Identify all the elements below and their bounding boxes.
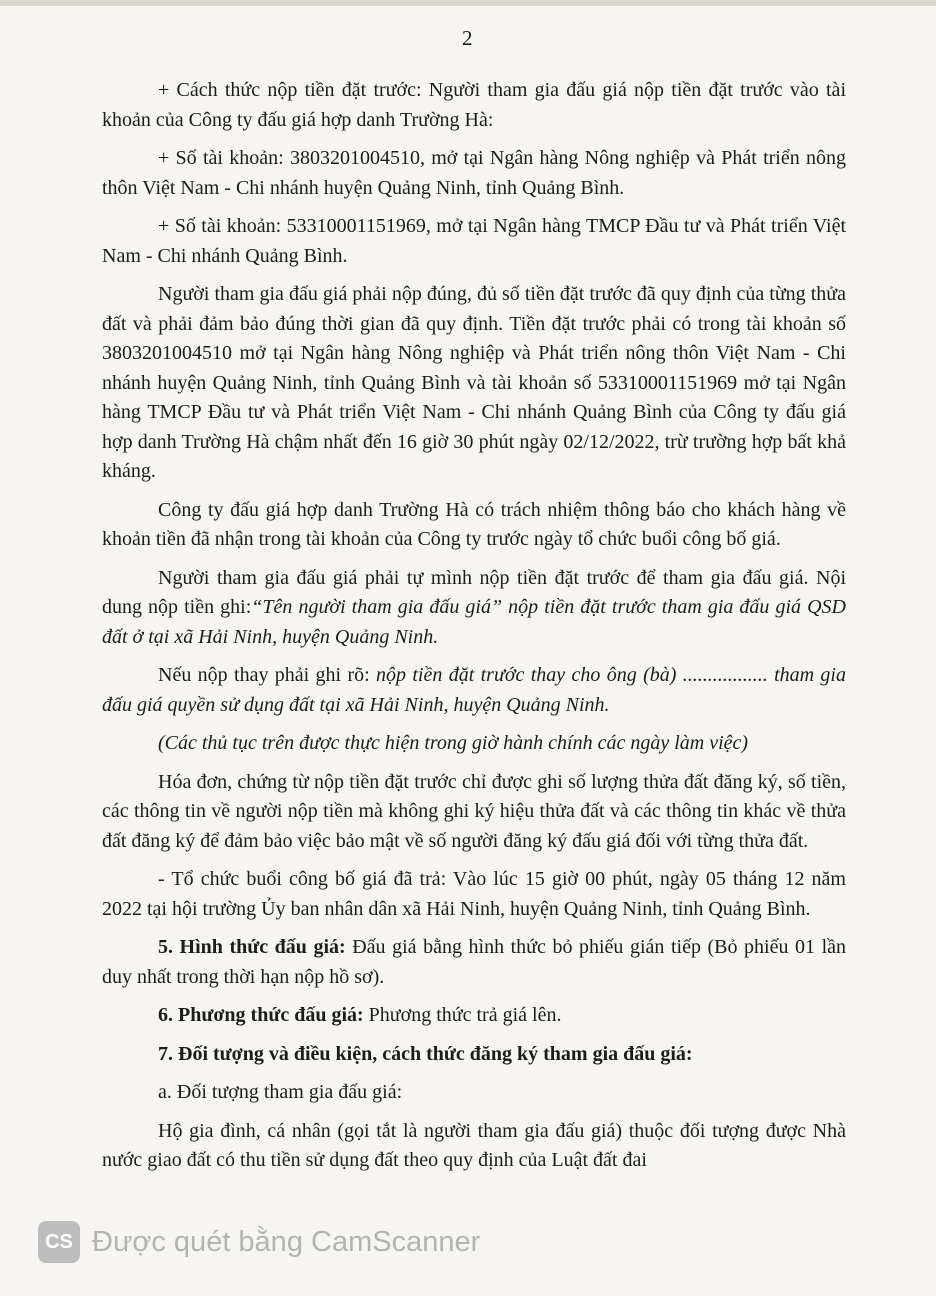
payment-method-paragraph: + Cách thức nộp tiền đặt trước: Người tham gia đấu giá nộp tiền đặt trước vào tài khoản của Công ty đấu giá hợp danh Trường Hà: (102, 79, 846, 131)
section-6-text: Phương thức trả giá lên. (363, 1004, 562, 1026)
camscanner-watermark (38, 1219, 480, 1265)
account-2-paragraph: + Số tài khoản: 53310001151969, mở tại Ngân hàng TMCP Đầu tư và Phát triển Việt Nam - Chi nhánh Quảng Bình. (102, 215, 846, 267)
announcement-paragraph: - Tổ chức buổi công bố giá đã trả: Vào lúc 15 giờ 00 phút, ngày 05 tháng 12 năm 2022 tại hội trường Ủy ban nhân dân xã Hải Ninh, huyện Quảng Ninh, tỉnh Quảng Bình. (102, 868, 846, 920)
payment-content-italic: “Tên người tham gia đấu giá” nộp tiền đặt trước tham gia đấu giá QSD đất ở tại xã Hải Ninh, huyện Quảng Ninh. (102, 596, 847, 648)
invoice-paragraph: Hóa đơn, chứng từ nộp tiền đặt trước chỉ được ghi số lượng thửa đất đăng ký, số tiền, các thông tin về người nộp tiền mà không ghi ký hiệu thửa đất và các thông tin khác về thửa đất đăng ký để đảm bảo việc bảo mật về số người đăng ký đấu giá đối với từng thửa đất. (102, 770, 846, 852)
working-hours-italic: (Các thủ tục trên được thực hiện trong giờ hành chính các ngày làm việc) (158, 732, 749, 754)
page-number: 2 (462, 26, 473, 50)
deposit-requirement-paragraph: Người tham gia đấu giá phải nộp đúng, đủ số tiền đặt trước đã quy định của từng thửa đất và phải đảm bảo đúng thời gian đã quy định. Tiền đặt trước phải có trong tài khoản số 3803201004510 mở tại Ngân hàng Nông nghiệp và Phát triển nông thôn Việt Nam - Chi nhánh huyện Quảng Ninh, tỉnh Quảng Bình và tài khoản số 53310001151969 mở tại Ngân hàng TMCP Đầu tư và Phát triển Việt Nam - Chi nhánh Quảng Bình của Công ty đấu giá hợp danh Trường Hà chậm nhất đến 16 giờ 30 phút ngày 02/12/2022, trừ trường hợp bất khả kháng. (102, 283, 846, 482)
notification-paragraph: Công ty đấu giá hợp danh Trường Hà có trách nhiệm thông báo cho khách hàng về khoản tiền đã nhận trong tài khoản của Công ty trước ngày tổ chức buổi công bố giá. (102, 498, 846, 550)
working-hours-note (102, 729, 846, 759)
section-7-heading: 7. Đối tượng và điều kiện, cách thức đăng ký tham gia đấu giá: (158, 1042, 693, 1065)
section-7a-paragraph: a. Đối tượng tham gia đấu giá: (158, 1081, 403, 1103)
camscanner-logo-icon: CS (38, 1221, 80, 1263)
section-6-paragraph (102, 1001, 846, 1031)
proxy-payment-normal: Nếu nộp thay phải ghi rõ: (158, 664, 377, 686)
section-5-paragraph (102, 933, 846, 992)
payment-content-paragraph (102, 564, 846, 653)
page-top-edge (0, 0, 936, 6)
section-6-heading: 6. Phương thức đấu giá: (158, 1004, 364, 1026)
account-1-paragraph: + Số tài khoản: 3803201004510, mở tại Ngân hàng Nông nghiệp và Phát triển nông thôn Việt Nam - Chi nhánh huyện Quảng Ninh, tỉnh Quảng Bình. (102, 147, 846, 199)
section-7-paragraph (102, 1040, 846, 1070)
section-5-heading: 5. Hình thức đấu giá: (158, 936, 346, 958)
payment-content-normal: Người tham gia đấu giá phải tự mình nộp tiền đặt trước để tham gia đấu giá. Nội dung nộp tiền ghi: (102, 566, 846, 618)
camscanner-text: Được quét bằng CamScanner (92, 1225, 481, 1258)
proxy-payment-paragraph (102, 661, 846, 720)
document-body (102, 76, 846, 1185)
section-5-text: Đấu giá bằng hình thức bỏ phiếu gián tiếp (Bỏ phiếu 01 lần duy nhất trong thời hạn nộp hồ sơ). (102, 936, 847, 988)
eligibility-paragraph: Hộ gia đình, cá nhân (gọi tắt là người tham gia đấu giá) thuộc đối tượng được Nhà nước giao đất có thu tiền sử dụng đất theo quy định của Luật đất đai (102, 1119, 846, 1171)
proxy-payment-italic: nộp tiền đặt trước thay cho ông (bà) ................. tham gia đấu giá quyền sử dụng đất tại xã Hải Ninh, huyện Quảng Ninh. (102, 664, 846, 716)
